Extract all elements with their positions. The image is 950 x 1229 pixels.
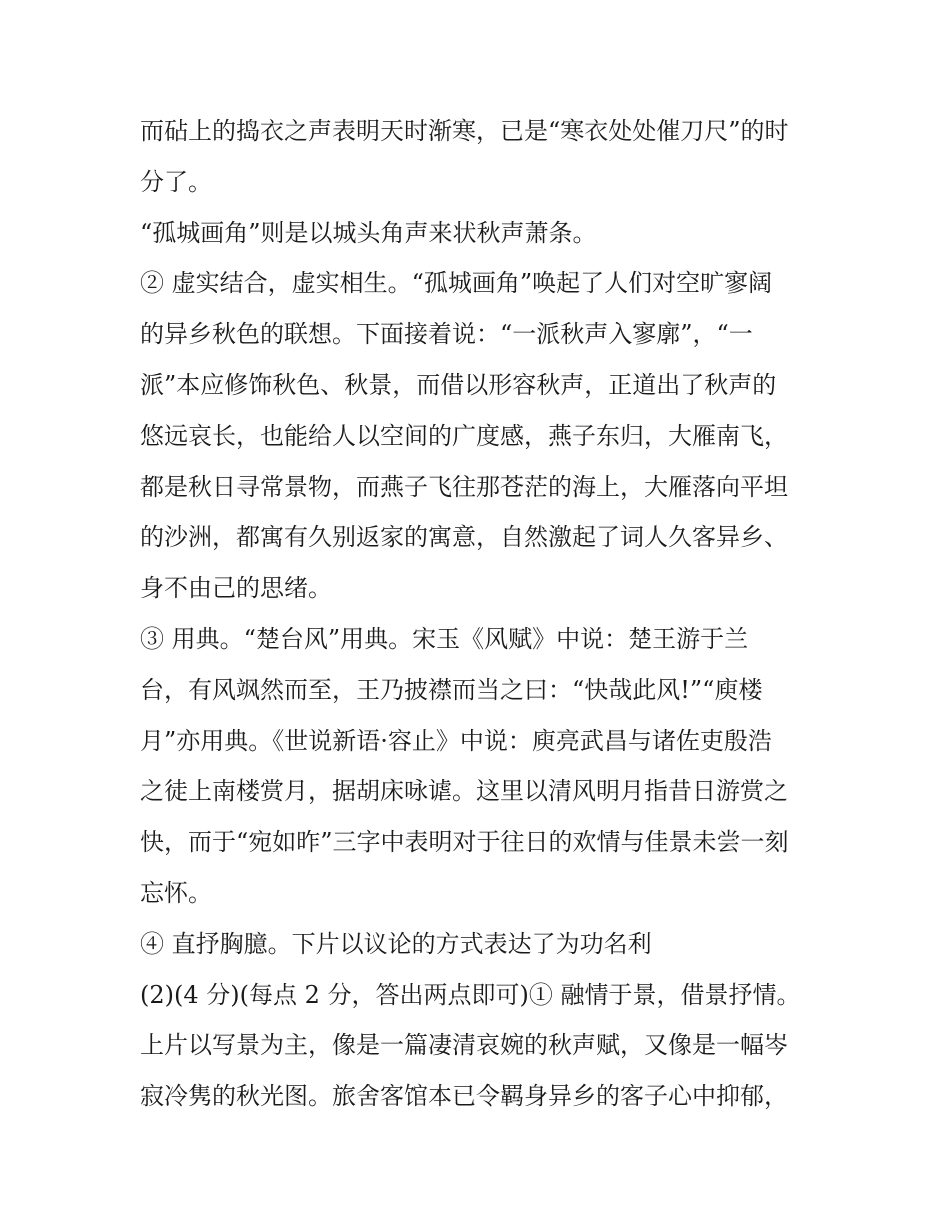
text-line: 台，有风飒然而至，王乃披襟而当之曰：“快哉此风!”“庾楼 xyxy=(140,675,763,704)
text-line: 悠远哀长，也能给人以空间的广度感，燕子东归，大雁南飞， xyxy=(140,421,788,450)
text-line: ③ 用典。“楚台风”用典。宋玉《风赋》中说：楚王游于兰 xyxy=(140,624,749,653)
text-line: 的沙洲，都寓有久别返家的寓意，自然激起了词人久客异乡、 xyxy=(140,523,788,552)
text-line: 忘怀。 xyxy=(140,878,212,907)
text-line: 身不由己的思绪。 xyxy=(140,574,332,603)
text-line: 之徒上南楼赏月，据胡床咏谑。这里以清风明月指昔日游赏之 xyxy=(140,777,788,806)
text-line: ④ 直抒胸臆。下片以议论的方式表达了为功名利 xyxy=(140,929,652,958)
text-line: 的异乡秋色的联想。下面接着说：“一派秋声入寥廓”，“一 xyxy=(140,320,753,349)
text-line: 而砧上的捣衣之声表明天时渐寒，已是“寒衣处处催刀尺”的时 xyxy=(140,117,789,145)
text-line: 都是秋日寻常景物，而燕子飞往那苍茫的海上，大雁落向平坦 xyxy=(140,472,788,501)
text-line: ② 虚实结合，虚实相生。“孤城画角”唤起了人们对空旷寥阔 xyxy=(140,269,773,298)
document-body xyxy=(140,106,830,1122)
text-line: (2)(4 分)(每点 2 分，答出两点即可)① 融情于景，借景抒情。 xyxy=(140,980,801,1009)
text-line: 上片以写景为主，像是一篇凄清哀婉的秋声赋，又像是一幅岑 xyxy=(140,1031,788,1060)
text-line: 月”亦用典。《世说新语·容止》中说：庾亮武昌与诸佐吏殷浩 xyxy=(140,726,772,755)
text-line: 派”本应修饰秋色、秋景，而借以形容秋声，正道出了秋声的 xyxy=(140,370,777,399)
text-line: 分了。 xyxy=(140,167,212,196)
text-line: 寂冷隽的秋光图。旅舍客馆本已令羁身异乡的客子心中抑郁， xyxy=(140,1082,788,1111)
text-line: 快，而于“宛如昨”三字中表明对于往日的欢情与佳景未尝一刻 xyxy=(140,828,789,857)
text-line: “孤城画角”则是以城头角声来状秋声萧条。 xyxy=(140,218,597,247)
